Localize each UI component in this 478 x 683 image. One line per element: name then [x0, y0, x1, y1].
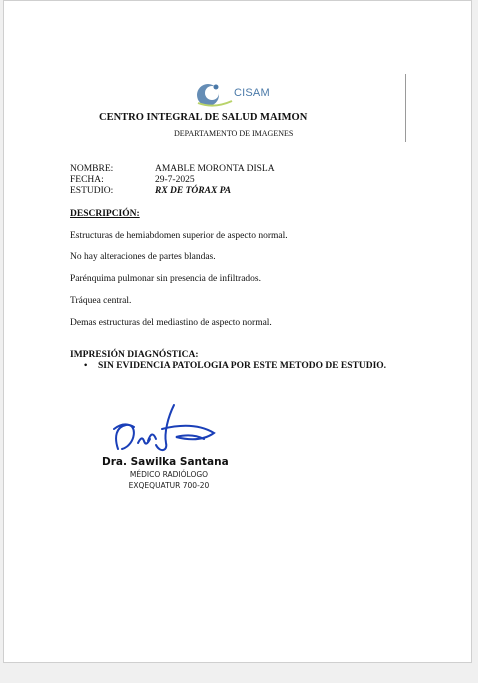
- document-page: [3, 0, 472, 663]
- description-line: Demas estructuras del mediastino de aspecto normal.: [70, 318, 272, 328]
- logo-text: CISAM: [234, 87, 270, 99]
- handwritten-signature: [104, 399, 224, 459]
- impression-text: SIN EVIDENCIA PATOLOGIA POR ESTE METODO DE ESTUDIO.: [98, 361, 387, 371]
- department-name: DEPARTAMENTO DE IMAGENES: [174, 129, 294, 138]
- description-line: No hay alteraciones de partes blandas.: [70, 252, 216, 262]
- clinic-logo: [194, 79, 274, 111]
- date-value: 29-7-2025: [155, 175, 195, 185]
- name-label: NOMBRE:: [70, 164, 114, 174]
- organization-name: CENTRO INTEGRAL DE SALUD MAIMON: [99, 112, 308, 123]
- doctor-name: Dra. Sawilka Santana: [102, 456, 229, 468]
- name-value: AMABLE MORONTA DISLA: [155, 164, 275, 174]
- doctor-role: MÉDICO RADIÓLOGO: [129, 470, 209, 479]
- study-value: RX DE TÓRAX PA: [155, 186, 232, 196]
- impression-item: [84, 361, 386, 371]
- doctor-license: EXQEQUATUR 700-20: [128, 481, 210, 490]
- margin-divider: [405, 74, 406, 142]
- date-label: FECHA:: [70, 175, 104, 185]
- description-title: DESCRIPCIÓN:: [70, 209, 140, 219]
- impression-title: IMPRESIÓN DIAGNÓSTICA:: [70, 350, 199, 360]
- description-line: Parénquima pulmonar sin presencia de infiltrados.: [70, 274, 262, 284]
- study-label: ESTUDIO:: [70, 186, 114, 196]
- description-line: Tráquea central.: [70, 296, 132, 306]
- logo-emblem-icon: [194, 79, 234, 111]
- description-line: Estructuras de hemiabdomen superior de aspecto normal.: [70, 231, 288, 241]
- bullet-icon: •: [84, 361, 88, 371]
